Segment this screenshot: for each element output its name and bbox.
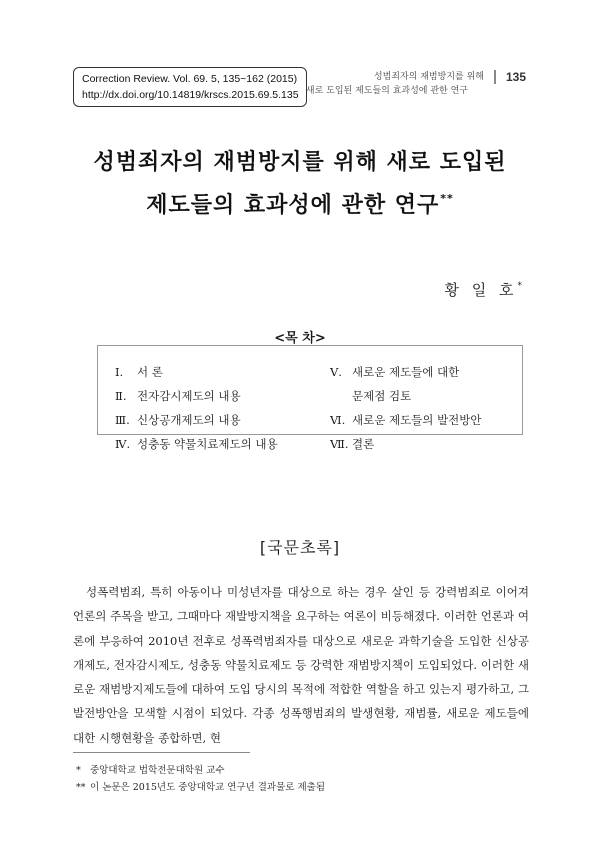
title-footnote-mark: ** bbox=[440, 192, 454, 205]
author-name: 황 일 호 bbox=[444, 281, 518, 299]
footnote bbox=[76, 762, 325, 779]
toc-item-number: Ⅵ. bbox=[330, 413, 346, 427]
footnote-text: 중앙대학교 법학전문대학원 교수 bbox=[90, 765, 225, 776]
running-head bbox=[306, 70, 526, 98]
toc-item-text: 새로운 제도들에 대한 bbox=[352, 365, 460, 379]
paper-title bbox=[0, 145, 600, 224]
author bbox=[444, 279, 522, 300]
toc-item bbox=[330, 360, 482, 384]
footnote-mark: ** bbox=[76, 782, 86, 793]
toc-item-text: 성충동 약물치료제도의 내용 bbox=[137, 437, 278, 451]
toc-item bbox=[115, 408, 278, 432]
author-footnote-mark: * bbox=[517, 281, 522, 291]
toc-item-number: Ⅴ. bbox=[330, 365, 342, 379]
toc-item-number: Ⅳ. bbox=[115, 437, 131, 451]
title-line1: 성범죄자의 재범방지를 위해 새로 도입된 bbox=[93, 150, 507, 175]
toc-item-number: Ⅱ. bbox=[115, 389, 127, 403]
toc-item bbox=[330, 432, 482, 456]
toc-item bbox=[115, 432, 278, 456]
toc-item-number: Ⅰ. bbox=[115, 365, 124, 379]
abstract-body: 성폭력범죄, 특히 아동이나 미성년자를 대상으로 하는 경우 살인 등 강력범죄로 이어져 언론의 주목을 받고, 그때마다 재발방지책을 요구하는 여론이 비등해졌다. 이러한 언론과 여론에 부응하여 2010년 전후로 성폭력범죄자를 대상으로 새로운 과학기술을 도입한 신상공개제도, 전자감시제도, 성충동 약물치료제도 등 강력한 재범방지책이 도입되었다. 이러한 새로운 재범방지제도들에 대하여 도입 당시의 목적에 적합한 역할을 하고 있는지 평가하고, 그 발전방안을 모색할 시점이 되었다. 각종 성폭행범죄의 발생현황, 재범률, 새로운 제도들에 대한 시행현황을 종합하면, 현 bbox=[73, 585, 529, 745]
toc-left-column bbox=[115, 360, 278, 456]
toc-item bbox=[115, 384, 278, 408]
footnote-text: 이 논문은 2015년도 중앙대학교 연구년 결과물로 제출됨 bbox=[90, 782, 326, 793]
running-head-line1: 성범죄자의 재범방지를 위해 bbox=[373, 72, 484, 82]
doi-link[interactable]: http://dx.doi.org/10.14819/krscs.2015.69.5.135 bbox=[82, 89, 299, 101]
toc-right-column bbox=[330, 360, 482, 456]
toc-item-text: 새로운 제도들의 발전방안 bbox=[352, 413, 482, 427]
footnote-mark: * bbox=[76, 765, 81, 776]
running-head-line2: 새로 도입된 제도들의 효과성에 관한 연구 bbox=[305, 86, 468, 96]
citation-box bbox=[73, 67, 307, 107]
page-number: 135 bbox=[505, 70, 526, 84]
toc-item bbox=[115, 360, 278, 384]
separator-bar bbox=[494, 70, 496, 84]
toc-item-text: 전자감시제도의 내용 bbox=[137, 389, 241, 403]
toc-heading: <목 차> bbox=[274, 331, 326, 346]
footnote bbox=[76, 779, 325, 796]
title-line2-text: 제도들의 효과성에 관한 연구 bbox=[146, 193, 440, 218]
toc-item-text: 문제점 검토 bbox=[352, 389, 412, 403]
toc-item-number: Ⅶ. bbox=[330, 437, 349, 451]
table-of-contents bbox=[97, 345, 523, 451]
journal-citation: Correction Review. Vol. 69. 5, 135~162 (2015) bbox=[82, 73, 298, 85]
toc-item-text: 신상공개제도의 내용 bbox=[137, 413, 241, 427]
toc-item-text: 서 론 bbox=[137, 365, 163, 379]
toc-item bbox=[330, 408, 482, 432]
toc-item-continuation bbox=[330, 384, 482, 408]
abstract-heading: [국문초록] bbox=[259, 538, 341, 557]
footnote-divider bbox=[73, 752, 250, 753]
title-line2 bbox=[0, 181, 600, 224]
footnotes bbox=[76, 762, 325, 796]
toc-item-text: 결론 bbox=[352, 437, 375, 451]
toc-item-number: Ⅲ. bbox=[115, 413, 130, 427]
